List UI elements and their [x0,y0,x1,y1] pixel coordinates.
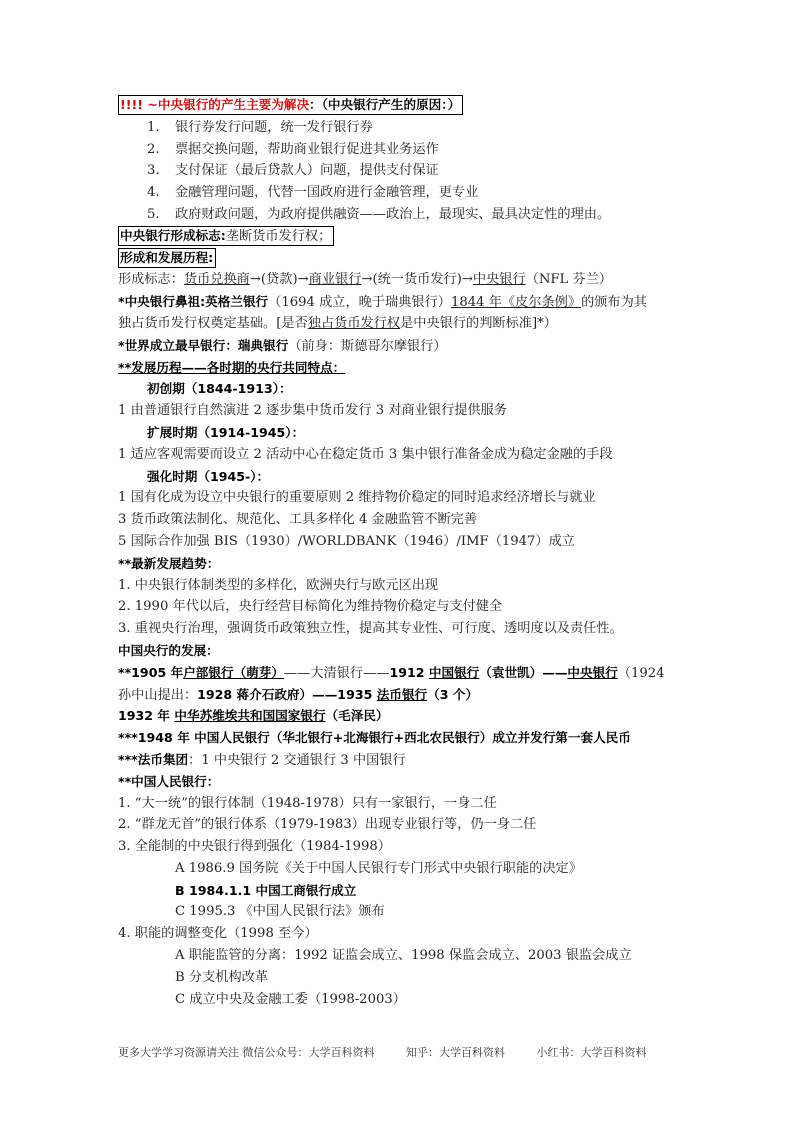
text-segment: 中国央行的发展： [118,642,219,658]
boxed-heading [118,95,688,117]
text-line [118,945,688,967]
text-line [118,814,688,836]
text-segment: →(统一货币发行)→ [361,272,473,288]
text-segment: 是中央银行的判断标准]*） [400,315,557,331]
text-segment: ：（中央银行产生的原因：） [309,97,461,112]
numbered-item [118,117,688,139]
text-segment: （袁世凯）—— [479,664,568,680]
text-segment: C 成立中央及金融工委（1998-2003） [175,991,406,1007]
text-line [118,531,688,553]
text-line [118,923,688,945]
text-segment: 中国银行 [428,664,480,680]
text-line [118,553,688,575]
text-line [118,596,688,618]
text-line [118,705,688,727]
heading-box [118,95,463,115]
text-segment: 1928 蒋介石政府）——1935 [197,686,377,702]
text-line [118,967,688,989]
text-segment: 货币兑换商 [183,272,250,288]
text-line [118,662,688,684]
text-segment: **发展历程——各时期的央行共同特点： [118,359,346,375]
text-line [118,727,688,749]
numbered-item [118,160,688,182]
text-segment: C 1995.3 《中国人民银行法》颁布 [175,904,385,920]
text-line [118,858,688,880]
text-line [118,291,688,313]
text-line [118,793,688,815]
text-segment: （1694 成立，晚于瑞典银行） [268,295,451,311]
text-line [118,901,688,923]
text-line [118,575,688,597]
text-segment: 银行券发行问题，统一发行银行券 [175,119,373,135]
text-line [118,880,688,902]
text-line [118,487,688,509]
boxed-heading [118,226,688,248]
text-segment: ——大清银行—— [283,665,390,681]
text-line [118,269,688,291]
text-segment: 强化时期（1945-）： [147,468,270,484]
footer-zhihu: 知乎：大学百科资料 [406,1046,505,1059]
footer-wechat: 更多大学学习资源请关注 微信公众号：大学百科资料 [118,1046,375,1059]
text-segment: 1 国有化成为设立中央银行的重要原则 2 维持物价稳定的同时追求经济增长与就业 [118,490,596,506]
text-segment: 的颁布为其 [581,295,647,311]
numbered-item [118,139,688,161]
item-number: 2. [147,141,160,157]
text-segment: 4. 职能的调整变化（1998 至今） [118,926,318,942]
boxed-heading [118,248,688,270]
text-segment: 商业银行 [308,272,362,288]
text-segment: A 职能监管的分离：1992 证监会成立、1998 保监会成立、2003 银监会成立 [175,948,632,964]
text-line [118,313,688,335]
heading-box [118,226,334,246]
text-line [118,422,688,444]
text-segment: 独占货币发行权 [307,315,401,331]
text-segment: 扩展时期（1914-1945）： [147,424,305,440]
text-segment: 1932 年 [118,708,175,724]
text-line [118,335,688,357]
text-line [118,618,688,640]
text-segment: 初创期（1844-1913）： [147,381,292,397]
text-segment: 票据交换问题，帮助商业银行促进其业务运作 [175,141,439,157]
text-line [118,357,688,379]
text-segment: 独占货币发行权奠定基础。[是否 [118,315,308,331]
text-segment: *世界成立最早银行：瑞典银行 [118,337,289,353]
text-segment: 1 由普通银行自然演进 2 逐步集中货币发行 3 对商业银行提供服务 [118,403,508,419]
text-segment: !!!! ~中央银行的产生主要为解决 [120,97,310,112]
text-segment: **1905 年 [118,664,184,680]
text-segment: 孙中山提出： [118,687,198,703]
numbered-item [118,204,688,226]
text-segment: 形成和发展历程: [120,249,214,265]
footer-xiaohongshu: 小红书：大学百科资料 [536,1046,647,1059]
text-segment: 中央银行 [567,664,618,680]
text-segment: ***法币集团 [118,751,189,767]
text-segment: 金融管理问题，代替一国政府进行金融管理，更专业 [175,185,479,201]
text-segment: *中央银行鼻祖:英格兰银行 [118,294,269,310]
text-segment: 1 适应客观需要而设立 2 活动中心在稳定货币 3 集中银行准备金成为稳定金融的手段 [118,446,613,462]
text-segment: 1912 [389,664,429,680]
text-segment: →(贷款)→ [249,272,309,288]
text-segment: （1924 [617,665,665,681]
text-line [118,400,688,422]
text-segment: 中央银行 [472,272,526,288]
text-segment: （NFL 芬兰） [525,272,613,288]
text-segment: 1. “大一统”的银行体制（1948-1978）只有一家银行，一身二任 [118,795,497,811]
page-footer [118,1044,675,1060]
text-segment: 形成标志： [118,272,184,288]
text-segment: 3 货币政策法制化、规范化、工具多样化 4 金融监管不断完善 [118,512,478,528]
heading-box [118,248,216,268]
item-number: 5. [147,206,160,222]
text-segment: B 分支机构改革 [175,969,269,985]
text-segment: 政府财政问题，为政府提供融资——政治上，最现实、最具决定性的理由。 [175,206,611,222]
text-segment: （毛泽民） [325,708,389,724]
document-body [118,95,688,1010]
text-segment: （前身：斯德哥尔摩银行） [288,338,447,354]
item-number: 4. [147,185,160,201]
text-segment: 法币银行 [376,686,428,702]
text-line [118,684,688,706]
item-number: 3. [147,163,160,179]
text-segment: **中国人民银行： [118,773,220,789]
text-segment: ***1948 年 中国人民银行（华北银行+北海银行+西北农民银行）成立并发行第一套人民币 [118,730,631,746]
numbered-item [118,182,688,204]
text-segment: 5 国际合作加强 BIS（1930）/WORLDBANK（1946）/IMF（1947）成立 [118,533,575,549]
text-line [118,378,688,400]
text-line [118,640,688,662]
text-segment: 2. 1990 年代以后，央行经营目标简化为维持物价稳定与支付健全 [118,599,503,615]
text-segment: 中央银行形成标志: [120,227,226,243]
text-segment: 2. “群龙无首”的银行体系（1979-1983）出现专业银行等，仍一身二任 [118,817,537,833]
text-line [118,989,688,1011]
item-number: 1. [147,119,160,135]
text-segment: ：1 中央银行 2 交通银行 3 中国银行 [188,752,406,768]
text-segment: 支付保证（最后贷款人）问题，提供支付保证 [175,163,439,179]
text-segment: 1. 中央银行体制类型的多样化，欧洲央行与欧元区出现 [118,577,439,593]
text-line [118,771,688,793]
text-segment: 垄断货币发行权； [225,228,332,244]
text-segment: 3. 重视央行治理，强调货币政策独立性，提高其专业性、可行度、透明度以及责任性。 [118,621,623,637]
text-segment: 1844 年《皮尔条例》 [450,295,582,311]
text-line [118,509,688,531]
text-segment: **最新发展趋势： [118,555,220,571]
text-segment: B 1984.1.1 中国工商银行成立 [175,882,357,898]
text-line [118,836,688,858]
text-segment: 中华苏维埃共和国国家银行 [174,708,326,724]
text-segment: （3 个） [427,686,479,702]
text-segment: A 1986.9 国务院《关于中国人民银行专门形式中央银行职能的决定》 [175,860,582,876]
text-line [118,466,688,488]
text-line [118,444,688,466]
text-segment: 3. 全能制的中央银行得到强化（1984-1998） [118,839,391,855]
text-line [118,749,688,771]
text-segment: 户部银行（萌芽） [183,664,284,680]
